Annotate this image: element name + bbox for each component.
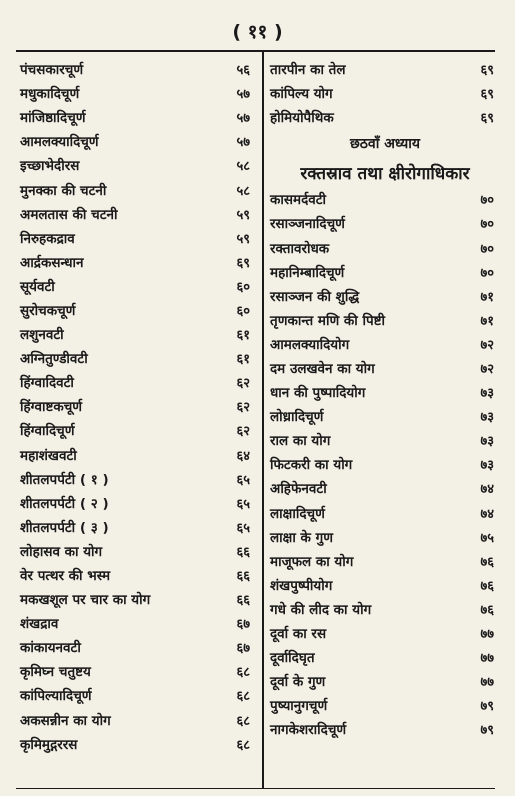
toc-entry — [20, 202, 252, 226]
toc-entry — [270, 211, 500, 235]
toc-entry — [20, 443, 252, 467]
entry-page-number: ६८ — [236, 665, 250, 681]
entry-page-number: ६५ — [236, 472, 250, 488]
entry-title: दम उलखवेन का योग — [270, 360, 375, 377]
toc-entry — [270, 597, 500, 621]
entry-page-number: ७३ — [480, 434, 494, 450]
entry-title: पुष्यानुगचूर्ण — [270, 698, 328, 715]
toc-entry — [270, 81, 500, 105]
toc-entry — [270, 428, 500, 452]
entry-title: मुनक्का की चटनी — [20, 182, 107, 199]
toc-entry — [20, 394, 252, 418]
toc-entry — [270, 621, 500, 645]
entry-page-number: ५८ — [236, 183, 250, 199]
toc-entry — [20, 587, 252, 611]
entry-title: इच्छाभेदीरस — [20, 158, 80, 175]
toc-entry — [20, 611, 252, 635]
entry-title: निरुहकद्राव — [20, 230, 75, 247]
entry-title: शीतलपर्पटी ( २ ) — [20, 495, 109, 512]
entry-page-number: ५७ — [236, 111, 250, 127]
entry-page-number: ७५ — [480, 530, 494, 546]
entry-page-number: ७१ — [480, 289, 494, 305]
entry-page-number: ६९ — [480, 63, 494, 79]
entry-title: रसाञ्जन की शुद्धि — [270, 288, 360, 305]
entry-page-number: ६० — [236, 303, 250, 319]
toc-entry — [270, 645, 500, 669]
entry-title: तृणकान्त मणि की पिष्टी — [270, 312, 386, 329]
entry-title: हिंग्वादिवटी — [20, 375, 74, 392]
entry-title: अग्नितुण्डीवटी — [20, 351, 88, 368]
toc-entry — [20, 129, 252, 153]
entry-page-number: ५९ — [236, 231, 250, 247]
toc-entry — [270, 380, 500, 404]
entry-title: लोध्रादिचूर्ण — [270, 409, 324, 426]
entry-page-number: ६६ — [236, 569, 250, 585]
entry-page-number: ६९ — [480, 87, 494, 103]
entry-page-number: ७१ — [480, 313, 494, 329]
toc-entry — [20, 81, 252, 105]
entry-title: लाक्षा के गुण — [270, 529, 333, 546]
toc-entry — [20, 659, 252, 683]
toc-entry — [20, 250, 252, 274]
toc-entry — [270, 452, 500, 476]
entry-page-number: ७७ — [480, 651, 494, 667]
entry-page-number: ६६ — [236, 593, 250, 609]
entry-title: शीतलपर्पटी ( १ ) — [20, 471, 109, 488]
entry-page-number: ५७ — [236, 135, 250, 151]
toc-entry — [270, 549, 500, 573]
toc-entry — [20, 346, 252, 370]
entry-title: दूर्वा का रस — [270, 626, 327, 643]
toc-entry — [270, 284, 500, 308]
toc-entry — [20, 153, 252, 177]
toc-entry — [20, 708, 252, 732]
entry-title: शंखद्राव — [20, 616, 59, 633]
toc-entry — [20, 491, 252, 515]
entry-title: रसाञ्जनादिचूर्ण — [270, 216, 345, 233]
entry-title: कृमिघ्न चतुष्टय — [20, 664, 91, 681]
entry-page-number: ६२ — [236, 400, 250, 416]
entry-title: पंचसकारचूर्ण — [20, 62, 84, 79]
entry-page-number: ७२ — [480, 361, 494, 377]
left-column — [20, 57, 252, 756]
toc-entry — [20, 635, 252, 659]
toc-entry — [20, 467, 252, 491]
entry-page-number: ६२ — [236, 424, 250, 440]
entry-title: आर्द्रकसन्धान — [20, 254, 84, 271]
entry-page-number: ७० — [480, 193, 494, 209]
entry-title: अहिफेनवटी — [270, 481, 327, 498]
entry-title: धान की पुष्पादियोग — [270, 385, 366, 402]
entry-title: सुरोचकचूर्ण — [20, 302, 76, 319]
entry-page-number: ७९ — [480, 723, 494, 739]
entry-page-number: ६२ — [236, 376, 250, 392]
entry-page-number: ६८ — [236, 713, 250, 729]
entry-page-number: ६९ — [236, 255, 250, 271]
toc-entry — [270, 525, 500, 549]
entry-page-number: ६० — [236, 279, 250, 295]
entry-page-number: ७४ — [480, 482, 494, 498]
toc-entry — [270, 332, 500, 356]
entry-page-number: ७९ — [480, 699, 494, 715]
entry-title: कांपिल्य योग — [270, 86, 333, 103]
toc-entry — [270, 235, 500, 259]
top-rule — [16, 50, 495, 52]
entry-title: रक्तावरोधक — [270, 240, 330, 257]
entry-page-number: ७३ — [480, 386, 494, 402]
toc-entry — [270, 187, 500, 211]
entry-title: दूर्वा के गुण — [270, 674, 326, 691]
entry-title: दूर्वादिघृत — [270, 650, 315, 667]
toc-entry — [270, 717, 500, 741]
entry-page-number: ७६ — [480, 602, 494, 618]
chapter-heading: छठवाँ अध्याय — [349, 135, 421, 152]
entry-page-number: ५९ — [236, 207, 250, 223]
chapter-title: रक्तस्राव तथा क्षीरोगाधिकार — [300, 163, 470, 184]
toc-entry — [20, 370, 252, 394]
toc-entry — [270, 57, 500, 81]
entry-title: महाशंखवटी — [20, 447, 77, 464]
entry-title: हिंग्वाष्टकचूर्ण — [20, 399, 83, 416]
page-number: ( ११ ) — [232, 21, 283, 43]
right-top-list — [270, 57, 500, 129]
entry-title: कांपिल्यादिचूर्ण — [20, 688, 92, 705]
toc-entry — [20, 539, 252, 563]
toc-entry — [20, 732, 252, 756]
entry-page-number: ६७ — [236, 617, 250, 633]
entry-page-number: ७४ — [480, 506, 494, 522]
entry-page-number: ७२ — [480, 337, 494, 353]
entry-page-number: ७० — [480, 265, 494, 281]
entry-title: राल का योग — [270, 433, 331, 450]
entry-title: लशुनवटी — [20, 327, 64, 344]
right-column — [270, 57, 500, 741]
entry-page-number: ७७ — [480, 675, 494, 691]
toc-entry — [270, 105, 500, 129]
entry-title: अमलतास की चटनी — [20, 206, 118, 223]
entry-page-number: ७३ — [480, 458, 494, 474]
entry-title: कृमिमुद्गररस — [20, 736, 78, 753]
entry-page-number: ६१ — [236, 328, 250, 344]
toc-entry — [20, 418, 252, 442]
toc-entry — [270, 260, 500, 284]
entry-page-number: ७३ — [480, 410, 494, 426]
entry-title: शंखपुष्पीयोग — [270, 577, 333, 594]
toc-entry — [270, 356, 500, 380]
entry-title: गधे की लीद का योग — [270, 601, 372, 618]
entry-title: लाक्षादिचूर्ण — [270, 505, 325, 522]
entry-title: माजूफल का योग — [270, 553, 354, 570]
entry-title: महानिम्बादिचूर्ण — [270, 264, 345, 281]
entry-page-number: ७७ — [480, 627, 494, 643]
toc-entry — [20, 177, 252, 201]
entry-title: आमलक्यादियोग — [270, 336, 350, 353]
column-divider — [262, 51, 264, 788]
entry-page-number: ६८ — [236, 737, 250, 753]
entry-title: फिटकरी का योग — [270, 457, 353, 474]
entry-page-number: ६५ — [236, 496, 250, 512]
entry-page-number: ६८ — [236, 689, 250, 705]
toc-entry — [270, 501, 500, 525]
entry-title: मधुकादिचूर्ण — [20, 86, 80, 103]
toc-entry — [270, 308, 500, 332]
toc-entry — [270, 573, 500, 597]
entry-page-number: ६६ — [236, 544, 250, 560]
entry-title: नागकेशरादिचूर्ण — [270, 722, 347, 739]
entry-page-number: ६५ — [236, 520, 250, 536]
entry-page-number: ६९ — [480, 111, 494, 127]
toc-entry — [20, 105, 252, 129]
toc-entry — [20, 563, 252, 587]
entry-title: मांजिष्ठादिचूर्ण — [20, 110, 86, 127]
bottom-rule — [16, 788, 495, 789]
entry-page-number: ७० — [480, 241, 494, 257]
toc-entry — [20, 298, 252, 322]
entry-page-number: ६१ — [236, 352, 250, 368]
entry-page-number: ६७ — [236, 641, 250, 657]
entry-page-number: ५६ — [236, 63, 250, 79]
entry-title: आमलक्यादिचूर्ण — [20, 134, 99, 151]
toc-entry — [270, 669, 500, 693]
entry-title: कांकायनवटी — [20, 640, 81, 657]
entry-page-number: ५८ — [236, 159, 250, 175]
toc-entry — [20, 322, 252, 346]
entry-title: मकखशूल पर चार का योग — [20, 592, 151, 609]
entry-title: कासमर्दवटी — [270, 192, 327, 209]
toc-entry — [20, 683, 252, 707]
entry-page-number: ५७ — [236, 87, 250, 103]
entry-page-number: ७० — [480, 217, 494, 233]
toc-entry — [270, 693, 500, 717]
entry-title: तारपीन का तेल — [270, 62, 346, 79]
entry-title: अकसन्नीन का योग — [20, 712, 111, 729]
entry-title: हिंग्वादिचूर्ण — [20, 423, 75, 440]
entry-title: लोहासव का योग — [20, 543, 103, 560]
toc-entry — [270, 476, 500, 500]
toc-entry — [20, 274, 252, 298]
entry-title: शीतलपर्पटी ( ३ ) — [20, 519, 109, 536]
toc-entry — [270, 404, 500, 428]
entry-page-number: ६४ — [236, 448, 250, 464]
toc-entry — [20, 226, 252, 250]
entry-page-number: ७६ — [480, 578, 494, 594]
entry-title: सूर्यवटी — [20, 278, 55, 295]
entry-title: वेर पत्थर की भस्म — [20, 568, 111, 585]
toc-entry — [20, 57, 252, 81]
entry-page-number: ७६ — [480, 554, 494, 570]
right-bottom-list — [270, 187, 500, 741]
toc-entry — [20, 515, 252, 539]
entry-title: होमियोपैथिक — [270, 110, 334, 127]
